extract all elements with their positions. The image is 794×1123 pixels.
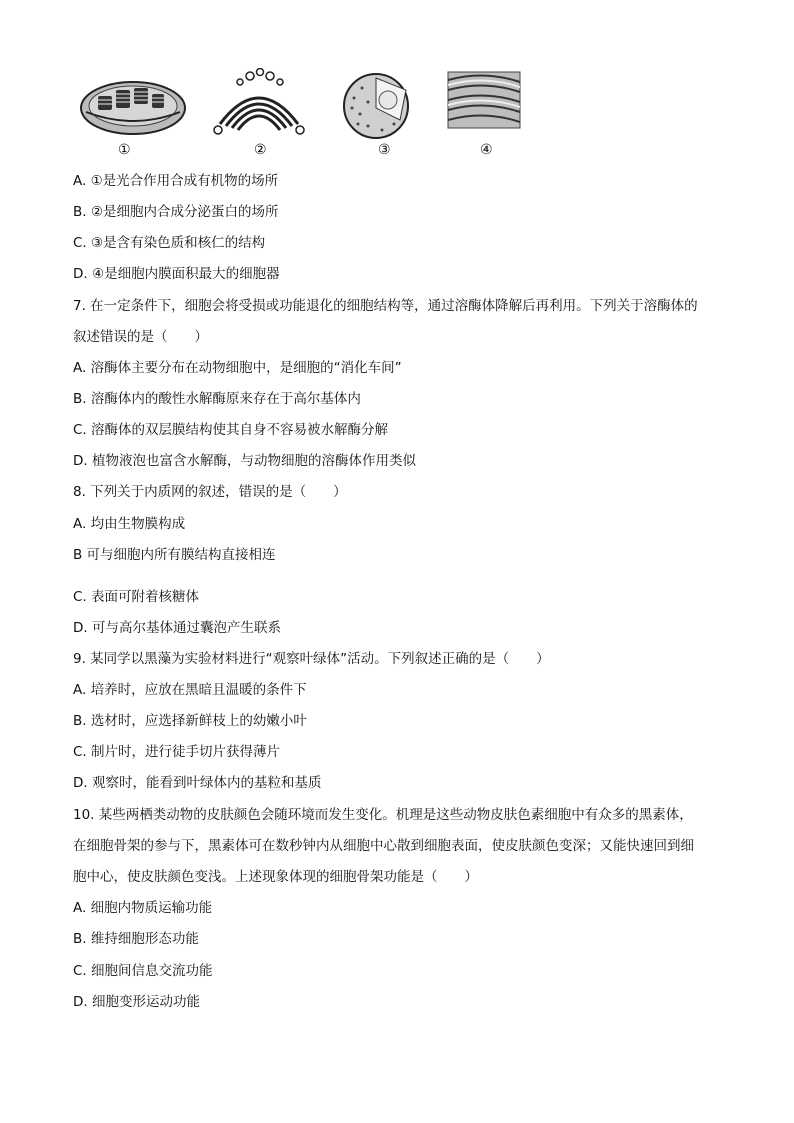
q8-option-d[interactable]: D. 可与高尔基体通过囊泡产生联系 xyxy=(73,620,281,636)
q8-option-c[interactable]: C. 表面可附着核糖体 xyxy=(73,589,200,605)
q10-option-b[interactable]: B. 维持细胞形态功能 xyxy=(73,931,199,947)
chloroplast-icon xyxy=(78,68,188,140)
q6-option-c[interactable]: C. ③是含有染色质和核仁的结构 xyxy=(73,235,266,251)
q8-stem: 8. 下列关于内质网的叙述，错误的是（ ） xyxy=(73,484,347,500)
q7-option-c[interactable]: C. 溶酶体的双层膜结构使其自身不容易被水解酶分解 xyxy=(73,422,389,438)
q10-stem-line-1: 10. 某些两栖类动物的皮肤颜色会随环境而发生变化。机理是这些动物皮肤色素细胞中有众多的黑素体， xyxy=(73,807,693,823)
q9-option-b[interactable]: B. 选材时，应选择新鲜枝上的幼嫩小叶 xyxy=(73,713,307,729)
q10-option-a[interactable]: A. 细胞内物质运输功能 xyxy=(73,900,213,916)
q7-option-a[interactable]: A. 溶酶体主要分布在动物细胞中，是细胞的“消化车间” xyxy=(73,360,402,376)
q9-option-d[interactable]: D. 观察时，能看到叶绿体内的基粒和基质 xyxy=(73,775,322,791)
q8-option-a[interactable]: A. 均由生物膜构成 xyxy=(73,516,186,532)
nucleus-icon xyxy=(338,68,418,140)
organelle-figures xyxy=(78,68,528,164)
q8-option-b[interactable]: B 可与细胞内所有膜结构直接相连 xyxy=(73,547,276,563)
figure-label-3: ③ xyxy=(378,142,391,158)
q9-option-a[interactable]: A. 培养时，应放在黑暗且温暖的条件下 xyxy=(73,682,307,698)
q7-stem-line-1: 7. 在一定条件下，细胞会将受损或功能退化的细胞结构等，通过溶酶体降解后再利用。下列关于溶酶体的 xyxy=(73,298,698,314)
q10-stem-line-3: 胞中心，使皮肤颜色变浅。上述现象体现的细胞骨架功能是（ ） xyxy=(73,869,478,885)
q7-option-d[interactable]: D. 植物液泡也富含水解酶，与动物细胞的溶酶体作用类似 xyxy=(73,453,416,469)
q9-option-c[interactable]: C. 制片时，进行徒手切片获得薄片 xyxy=(73,744,281,760)
q6-option-a[interactable]: A. ①是光合作用合成有机物的场所 xyxy=(73,173,279,189)
golgi-apparatus-icon xyxy=(210,68,308,140)
figure-label-4: ④ xyxy=(480,142,493,158)
endoplasmic-reticulum-icon xyxy=(446,68,522,134)
q10-option-d[interactable]: D. 细胞变形运动功能 xyxy=(73,994,200,1010)
q6-option-b[interactable]: B. ②是细胞内合成分泌蛋白的场所 xyxy=(73,204,279,220)
q6-option-d[interactable]: D. ④是细胞内膜面积最大的细胞器 xyxy=(73,266,280,282)
q9-stem: 9. 某同学以黑藻为实验材料进行“观察叶绿体”活动。下列叙述正确的是（ ） xyxy=(73,651,550,667)
q7-option-b[interactable]: B. 溶酶体内的酸性水解酶原来存在于高尔基体内 xyxy=(73,391,361,407)
q10-stem-line-2: 在细胞骨架的参与下，黑素体可在数秒钟内从细胞中心散到细胞表面，使皮肤颜色变深；又能快速回到细 xyxy=(73,838,694,854)
figure-label-2: ② xyxy=(254,142,267,158)
q10-option-c[interactable]: C. 细胞间信息交流功能 xyxy=(73,963,213,979)
q7-stem-line-2: 叙述错误的是（ ） xyxy=(73,329,208,345)
figure-label-1: ① xyxy=(118,142,131,158)
